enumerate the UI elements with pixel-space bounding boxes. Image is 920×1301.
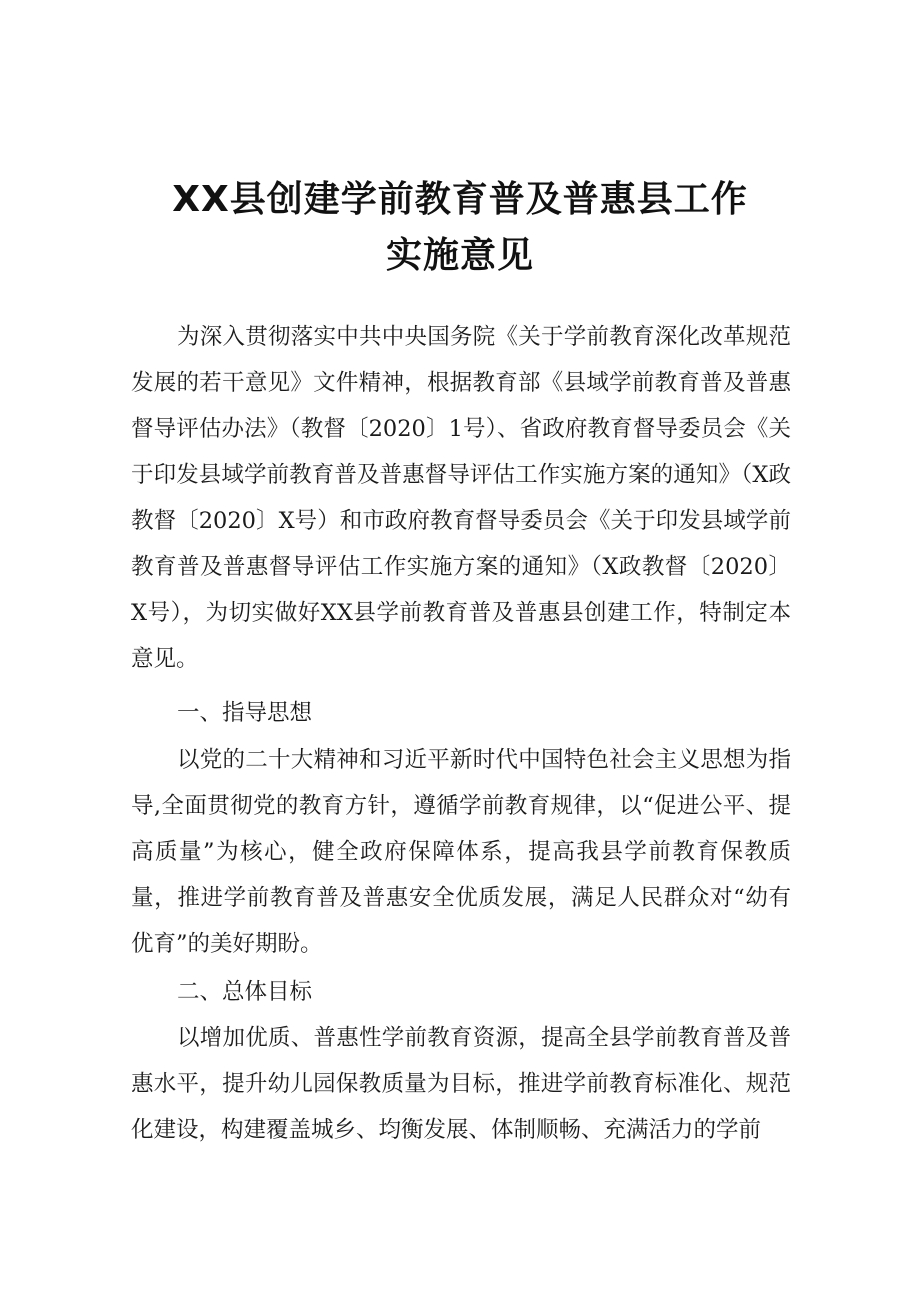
section2-paragraph: 以增加优质、普惠性学前教育资源，提高全县学前教育普及普惠水平，提升幼儿园保教质量为目标，推进学前教育标准化、规范化建设，构建覆盖城乡、均衡发展、体制顺畅、充满活力的学前 bbox=[131, 1025, 791, 1143]
section1-heading: 一、指导思想 bbox=[177, 700, 313, 726]
intro-paragraph: 为深入贯彻落实中共中央国务院《关于学前教育深化改革规范发展的若干意见》文件精神，根据教育部《县域学前教育普及普惠督导评估办法》（教督〔2020〕1号）、省政府教育督导委员会《关于印发县域学前教育普及普惠督导评估工作实施方案的通知》（X政教督〔2020〕X号）和市政府教育督导委员会《关于印发县域学前教育普及普惠督导评估工作实施方案的通知》（X政教督〔2020〕X号），为切实做好XX县学前教育普及普惠县创建工作，特制定本意见。 bbox=[131, 324, 791, 672]
section1-paragraph: 以党的二十大精神和习近平新时代中国特色社会主义思想为指导,全面贯彻党的教育方针，遵循学前教育规律，以“促进公平、提高质量”为核心，健全政府保障体系，提高我县学前教育保教质量，推进学前教育普及普惠安全优质发展，满足人民群众对“幼有优育”的美好期盼。 bbox=[131, 747, 791, 957]
document-title-line2: 实施意见 bbox=[385, 235, 534, 276]
document-title-line1: XX县创建学前教育普及普惠县工作 bbox=[172, 179, 748, 220]
section2-heading: 二、总体目标 bbox=[177, 979, 313, 1005]
